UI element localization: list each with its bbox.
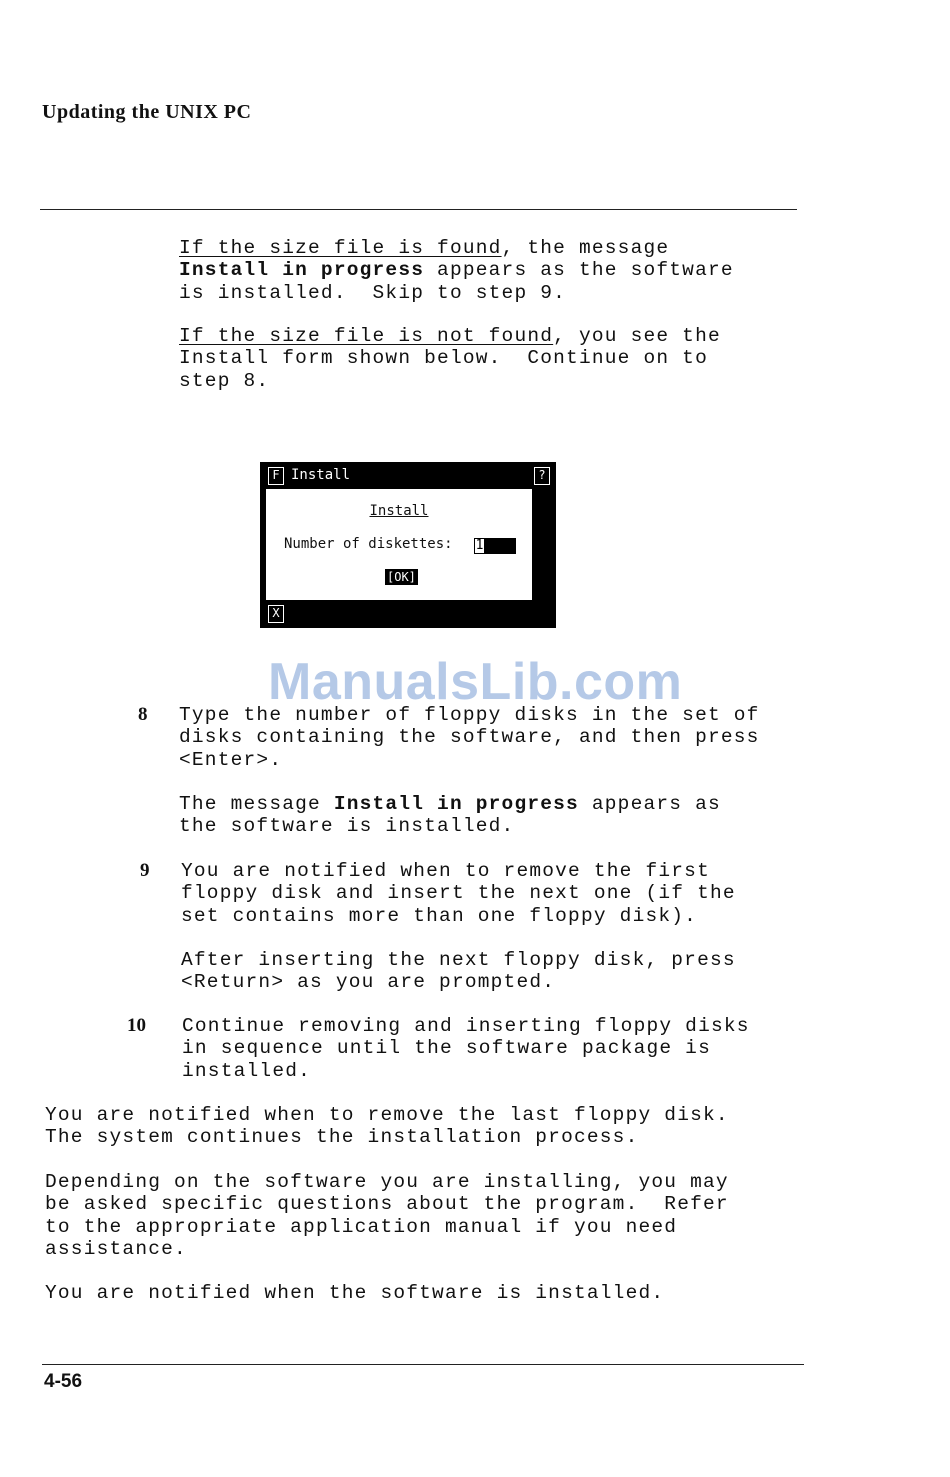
intro-paragraph-found — [179, 237, 734, 304]
step-number-8: 8 — [138, 704, 148, 725]
footer-divider — [42, 1364, 804, 1365]
step-8-result — [179, 793, 721, 838]
step-8-text — [179, 704, 760, 771]
header-divider — [40, 209, 797, 210]
closing-paragraph-3: You are notified when the software is installed. — [45, 1282, 665, 1304]
step-10-text — [182, 1015, 750, 1082]
install-in-progress-message: Install in progress — [179, 259, 425, 282]
closing-p2-line-4: assistance. — [45, 1237, 187, 1260]
intro-p1-line3: is installed. Skip to step 9. — [179, 281, 567, 304]
page-header-title: Updating the UNIX PC — [42, 101, 252, 123]
intro-p1-line1-rest: , the message — [501, 237, 670, 259]
step-9-followup-line-2: <Return> as you are prompted. — [181, 971, 556, 994]
closing-paragraph-1 — [45, 1104, 729, 1149]
page-number: 4-56 — [44, 1371, 83, 1392]
step-9-line-3: set contains more than one floppy disk). — [181, 904, 698, 927]
diskettes-input-value: 1 — [475, 538, 484, 553]
closing-p2-line-1: Depending on the software you are installing, you may — [45, 1171, 729, 1193]
step-9-followup — [181, 949, 736, 994]
step-8-result-pre: The message — [179, 793, 334, 815]
window-menu-icon[interactable]: F — [268, 467, 284, 485]
step-8-line-3: <Enter>. — [179, 748, 283, 771]
step-9-text — [181, 860, 736, 927]
closing-p1-line-1: You are notified when to remove the last floppy disk. — [45, 1104, 729, 1126]
closing-p2-line-3: to the appropriate application manual if you need — [45, 1215, 678, 1238]
dialog-titlebar — [261, 463, 555, 489]
dialog-form-area — [266, 489, 532, 600]
closing-p2-line-2: be asked specific questions about the program. Refer — [45, 1193, 729, 1216]
step-10-line-3: installed. — [182, 1059, 312, 1082]
condition-size-file-not-found: If the size file is not found — [179, 325, 554, 347]
step-8-line-1: Type the number of floppy disks in the set of — [179, 704, 760, 726]
closing-paragraph-2 — [45, 1171, 729, 1260]
step-10-line-1: Continue removing and inserting floppy disks — [182, 1015, 750, 1037]
intro-p2-line2: Install form shown below. Continue on to — [179, 347, 708, 370]
closing-p1-line-2: The system continues the installation process. — [45, 1126, 639, 1149]
intro-p2-line1-rest: , you see the — [553, 325, 721, 347]
dialog-window-title: Install — [291, 467, 351, 483]
ok-button[interactable]: [OK] — [387, 570, 416, 584]
step-10-line-2: in sequence until the software package is — [182, 1037, 711, 1060]
intro-paragraph-not-found — [179, 325, 721, 392]
install-in-progress-message: Install in progress — [333, 793, 579, 815]
step-number-9: 9 — [140, 860, 150, 881]
intro-p2-line3: step 8. — [179, 369, 270, 392]
install-dialog-window — [260, 462, 556, 628]
number-of-diskettes-input[interactable] — [474, 538, 516, 554]
close-icon[interactable]: X — [268, 605, 284, 623]
step-8-line-2: disks containing the software, and then press — [179, 726, 760, 749]
intro-p1-line2-rest: appears as the software — [424, 259, 734, 282]
step-8-result-post: appears as — [578, 793, 721, 815]
watermark: ManualsLib.com — [268, 653, 683, 711]
step-9-line-1: You are notified when to remove the first — [181, 860, 710, 882]
condition-size-file-found: If the size file is found — [179, 237, 502, 259]
step-8-result-line-2: the software is installed. — [179, 815, 515, 838]
number-of-diskettes-label: Number of diskettes: — [284, 536, 453, 552]
step-9-line-2: floppy disk and insert the next one (if the — [181, 882, 736, 905]
step-number-10: 10 — [127, 1015, 146, 1036]
help-icon[interactable]: ? — [534, 467, 550, 485]
step-9-followup-line-1: After inserting the next floppy disk, press — [181, 949, 736, 971]
form-title: Install — [369, 503, 429, 519]
